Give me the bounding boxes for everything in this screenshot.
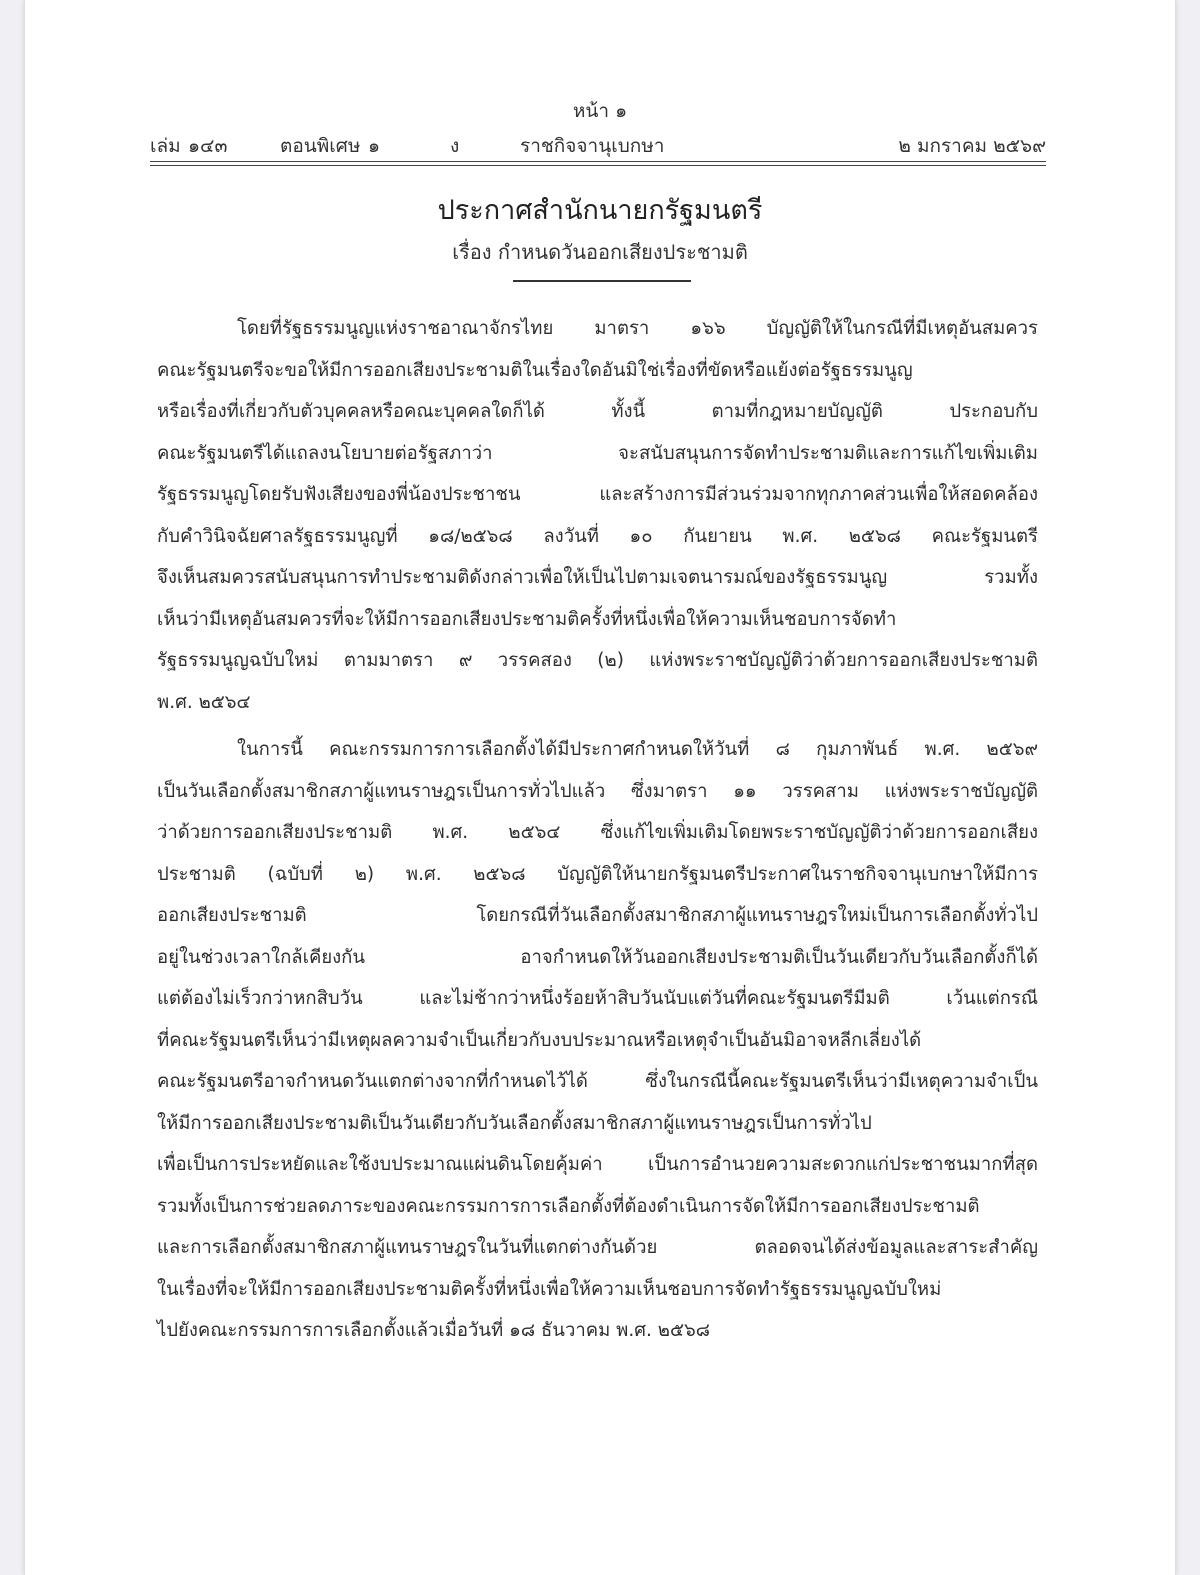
text-line: ในเรื่องที่จะให้มีการออกเสียงประชามติครั้งที่หนึ่งเพื่อให้ความเห็นชอบการจัดทำรัฐธรรมนูญฉบับใหม่	[157, 1278, 942, 1300]
section-label: ตอนพิเศษ	[280, 135, 361, 157]
section-letter: ง	[450, 135, 460, 157]
page-number: หน้า ๑	[572, 100, 628, 122]
text-line: รวมทั้งเป็นการช่วยลดภาระของคณะกรรมการการเลือกตั้งที่ต้องดำเนินการจัดให้มีการออกเสียงประชามติ	[157, 1195, 980, 1217]
volume-label: เล่ม	[150, 135, 181, 157]
text-line: รัฐธรรมนูญฉบับใหม่ ตามมาตรา ๙ วรรคสอง (๒) แห่งพระราชบัญญัติว่าด้วยการออกเสียงประชามติ	[157, 650, 1038, 671]
text-line: ที่คณะรัฐมนตรีเห็นว่ามีเหตุผลความจำเป็นเกี่ยวกับงบประมาณหรือเหตุจำเป็นอันมิอาจหลีกเลี่ยงได้	[157, 1029, 922, 1051]
publication-date: ๒ มกราคม ๒๕๖๙	[898, 135, 1046, 157]
document-subject: เรื่อง กำหนดวันออกเสียงประชามติ	[452, 240, 748, 264]
title-divider	[513, 280, 691, 282]
section-number: ๑	[368, 135, 381, 157]
text-line: รัฐธรรมนูญโดยรับฟังเสียงของพี่น้องประชาชน และสร้างการมีส่วนร่วมจากทุกภาคส่วนเพื่อให้สอดคล้อง	[157, 484, 1038, 505]
text-line: อยู่ในช่วงเวลาใกล้เคียงกัน อาจกำหนดให้วันออกเสียงประชามติเป็นวันเดียวกับวันเลือกตั้งก็ได้	[157, 946, 1038, 968]
text-line: แต่ต้องไม่เร็วกว่าหกสิบวัน และไม่ช้ากว่าหนึ่งร้อยห้าสิบวันนับแต่วันที่คณะรัฐมนตรีมีมติ เว้นแต่กรณี	[157, 988, 1038, 1009]
header-divider	[150, 161, 1046, 166]
text-line: ให้มีการออกเสียงประชามติเป็นวันเดียวกับวันเลือกตั้งสมาชิกสภาผู้แทนราษฎรเป็นการทั่วไป	[157, 1112, 872, 1134]
text-line: ในการนี้ คณะกรรมการการเลือกตั้งได้มีประกาศกำหนดให้วันที่ ๘ กุมภาพันธ์ พ.ศ. ๒๕๖๙	[237, 739, 1038, 760]
text-line: จึงเห็นสมควรสนับสนุนการทำประชามติดังกล่าวเพื่อให้เป็นไปตามเจตนารมณ์ของรัฐธรรมนูญ รวมทั้ง	[157, 567, 1038, 588]
text-line: ว่าด้วยการออกเสียงประชามติ พ.ศ. ๒๕๖๔ ซึ่งแก้ไขเพิ่มเติมโดยพระราชบัญญัติว่าด้วยการออกเสียง	[157, 822, 1038, 843]
document-title: ประกาศสำนักนายกรัฐมนตรี	[437, 195, 763, 226]
paragraph-2	[157, 729, 1038, 1352]
text-line: คณะรัฐมนตรีได้แถลงนโยบายต่อรัฐสภาว่า จะสนับสนุนการจัดทำประชามติและการแก้ไขเพิ่มเติม	[157, 442, 1038, 464]
gazette-name: ราชกิจจานุเบกษา	[520, 135, 665, 157]
text-line: คณะรัฐมนตรีอาจกำหนดวันแตกต่างจากที่กำหนดไว้ได้ ซึ่งในกรณีนี้คณะรัฐมนตรีเห็นว่ามีเหตุความจำเป็น	[157, 1071, 1038, 1092]
text-line: พ.ศ. ๒๕๖๔	[157, 691, 251, 713]
text-line: เพื่อเป็นการประหยัดและใช้งบประมาณแผ่นดินโดยคุ้มค่า เป็นการอำนวยความสะดวกแก่ประชาชนมากที่สุด	[157, 1154, 1038, 1175]
text-line: เป็นวันเลือกตั้งสมาชิกสภาผู้แทนราษฎรเป็นการทั่วไปแล้ว ซึ่งมาตรา ๑๑ วรรคสาม แห่งพระราชบัญญัติ	[157, 780, 1038, 802]
text-line: คณะรัฐมนตรีจะขอให้มีการออกเสียงประชามติในเรื่องใดอันมิใช่เรื่องที่ขัดหรือแย้งต่อรัฐธรรมนูญ	[157, 359, 913, 381]
text-line: กับคำวินิจฉัยศาลรัฐธรรมนูญที่ ๑๘/๒๕๖๘ ลงวันที่ ๑๐ กันยายน พ.ศ. ๒๕๖๘ คณะรัฐมนตรี	[157, 525, 1038, 547]
gazette-header	[150, 131, 1046, 157]
paragraph-1	[157, 308, 1038, 723]
text-line: หรือเรื่องที่เกี่ยวกับตัวบุคคลหรือคณะบุคคลใดก็ได้ ทั้งนี้ ตามที่กฎหมายบัญญัติ ประกอบกับ	[157, 401, 1038, 422]
text-line: ไปยังคณะกรรมการการเลือกตั้งแล้วเมื่อวันที่ ๑๘ ธันวาคม พ.ศ. ๒๕๖๘	[157, 1320, 710, 1341]
text-line: ประชามติ (ฉบับที่ ๒) พ.ศ. ๒๕๖๘ บัญญัติให้นายกรัฐมนตรีประกาศในราชกิจจานุเบกษาให้มีการ	[157, 863, 1038, 885]
text-line: ออกเสียงประชามติ โดยกรณีที่วันเลือกตั้งสมาชิกสภาผู้แทนราษฎรใหม่เป็นการเลือกตั้งทั่วไป	[157, 905, 1038, 926]
volume-number: ๑๔๓	[188, 135, 228, 157]
text-line: เห็นว่ามีเหตุอันสมควรที่จะให้มีการออกเสียงประชามติครั้งที่หนึ่งเพื่อให้ความเห็นชอบการจัดทำ	[157, 608, 897, 630]
text-line: โดยที่รัฐธรรมนูญแห่งราชอาณาจักรไทย มาตรา ๑๖๖ บัญญัติให้ในกรณีที่มีเหตุอันสมควร	[237, 318, 1038, 339]
text-line: และการเลือกตั้งสมาชิกสภาผู้แทนราษฎรในวันที่แตกต่างกันด้วย ตลอดจนได้ส่งข้อมูลและสาระสำคัญ	[157, 1237, 1038, 1258]
